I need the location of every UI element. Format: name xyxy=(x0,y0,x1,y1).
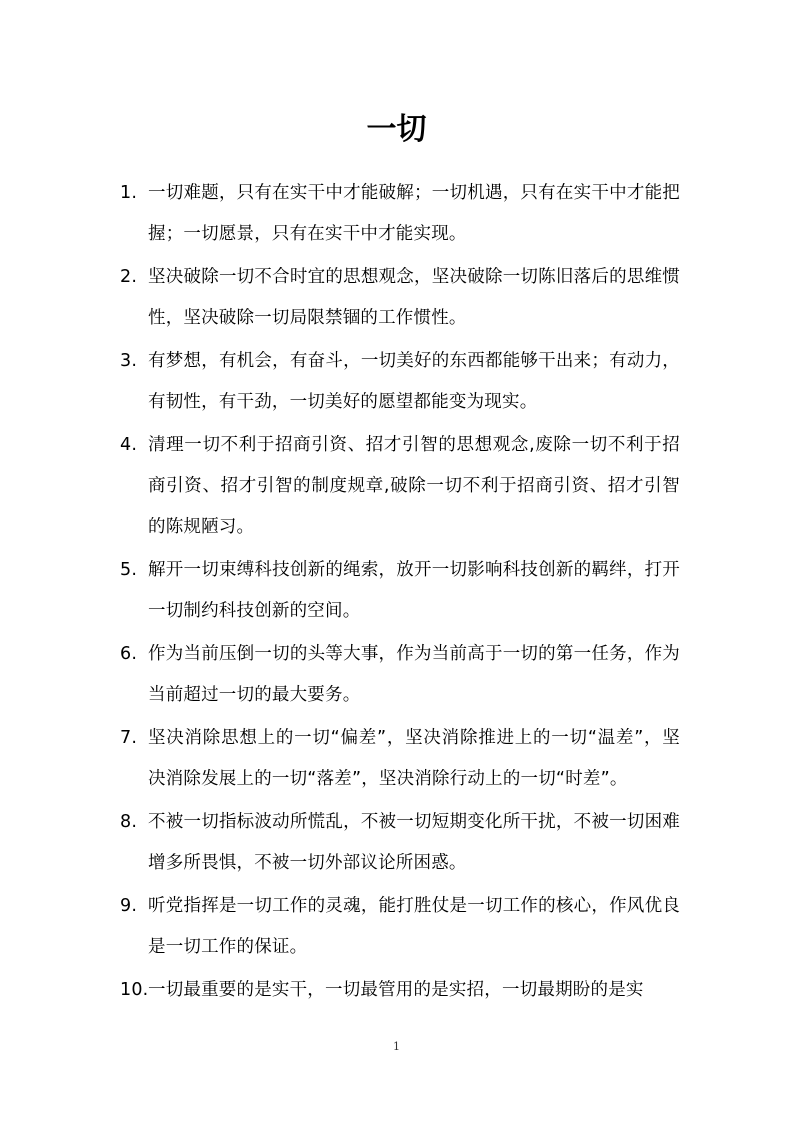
item-text: 一切难题，只有在实干中才能破解；一切机遇，只有在实干中才能把握；一切愿景，只有在实干中才能实现。 xyxy=(148,183,680,244)
list-item xyxy=(120,634,680,716)
list-item xyxy=(120,802,680,884)
item-number: 1. xyxy=(120,183,138,203)
item-text: 解开一切束缚科技创新的绳索，放开一切影响科技创新的羁绊，打开一切制约科技创新的空间。 xyxy=(148,560,680,621)
list-item xyxy=(120,886,680,968)
item-number: 2. xyxy=(120,267,138,287)
list-item xyxy=(120,425,680,548)
list-item xyxy=(120,257,680,339)
list-item xyxy=(120,173,680,255)
list-item xyxy=(120,550,680,632)
item-text: 有梦想，有机会，有奋斗，一切美好的东西都能够干出来；有动力，有韧性，有干劲，一切美好的愿望都能变为现实。 xyxy=(148,351,680,412)
item-number: 5. xyxy=(120,560,138,580)
item-text: 不被一切指标波动所慌乱，不被一切短期变化所干扰，不被一切困难增多所畏惧，不被一切外部议论所困惑。 xyxy=(148,812,680,873)
item-text: 清理一切不利于招商引资、招才引智的思想观念,废除一切不利于招商引资、招才引智的制度规章,破除一切不利于招商引资、招才引智的陈规陋习。 xyxy=(148,435,680,537)
list-item xyxy=(120,718,680,800)
item-number: 7. xyxy=(120,728,138,748)
page-title: 一切 xyxy=(366,112,427,147)
item-number: 8. xyxy=(120,812,138,832)
item-number: 6. xyxy=(120,644,138,664)
quote-list xyxy=(120,173,680,1013)
page-number: 1 xyxy=(393,1040,400,1053)
list-item xyxy=(120,970,680,1011)
item-number: 10. xyxy=(120,980,149,1000)
list-item xyxy=(120,341,680,423)
item-text: 一切最重要的是实干，一切最管用的是实招，一切最期盼的是实 xyxy=(148,980,644,1000)
item-text: 作为当前压倒一切的头等大事，作为当前高于一切的第一任务，作为当前超过一切的最大要务。 xyxy=(148,644,680,705)
item-number: 9. xyxy=(120,896,138,916)
item-text: 听党指挥是一切工作的灵魂，能打胜仗是一切工作的核心，作风优良是一切工作的保证。 xyxy=(148,896,680,957)
item-number: 4. xyxy=(120,435,138,455)
item-number: 3. xyxy=(120,351,138,371)
item-text: 坚决破除一切不合时宜的思想观念，坚决破除一切陈旧落后的思维惯性，坚决破除一切局限禁锢的工作惯性。 xyxy=(148,267,680,328)
item-text: 坚决消除思想上的一切“偏差”，坚决消除推进上的一切“温差”，坚决消除发展上的一切“落差”，坚决消除行动上的一切“时差”。 xyxy=(148,728,680,789)
